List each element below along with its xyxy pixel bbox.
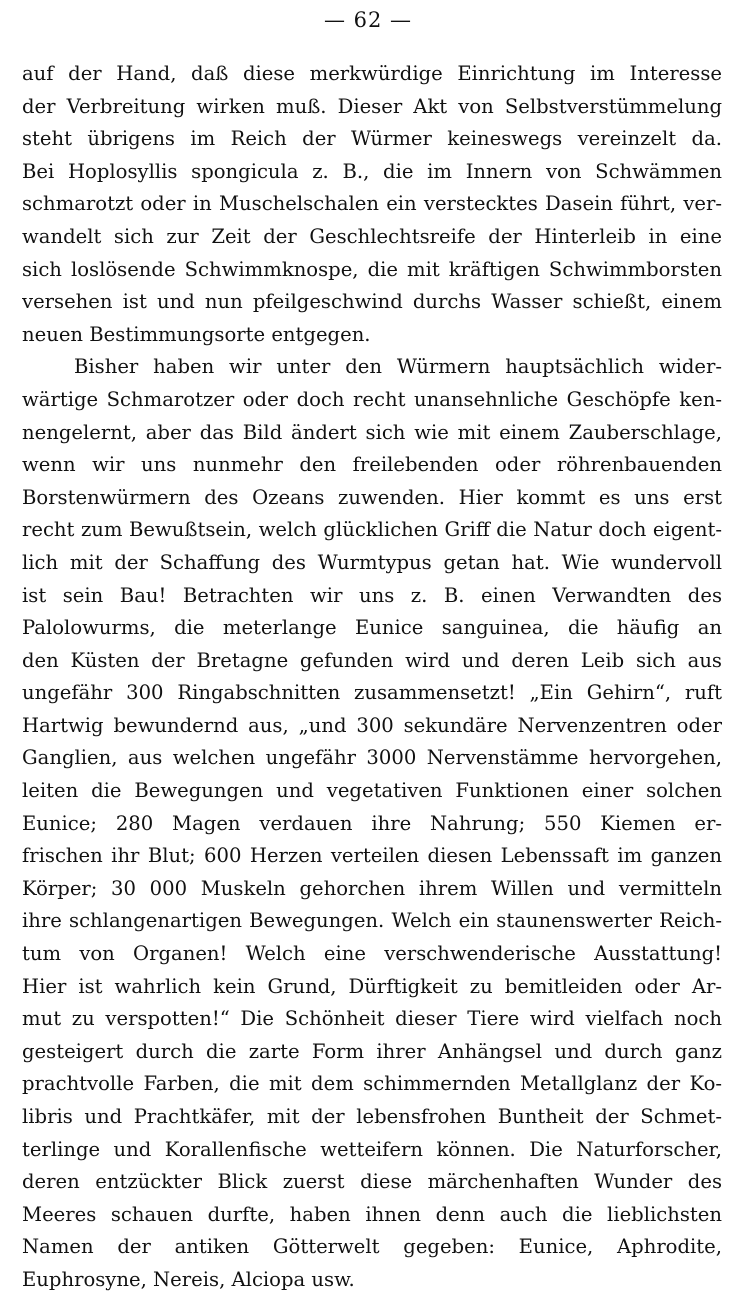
text-line: Hartwig bewundernd aus, „und 300 sekundäre Nervenzentren oder [22,713,722,737]
text-line: Namen der antiken Götterwelt gegeben: Eunice, Aphrodite, [22,1235,722,1259]
text-line: den Küsten der Bretagne gefunden wird und deren Leib sich aus [22,648,722,672]
text-line: Borstenwürmern des Ozeans zuwenden. Hier kommt es uns erst [22,485,722,509]
text-line: terlinge und Korallenfische wetteifern können. Die Naturforscher, [22,1137,722,1161]
page-number: — 62 — [323,8,413,32]
text-line: wenn wir uns nunmehr den freilebenden oder röhrenbauenden [22,453,722,477]
text-line: Meeres schauen durfte, haben ihnen denn auch die lieblichsten [22,1202,722,1226]
text-line: neuen Bestimmungsorte entgegen. [22,322,371,346]
text-line: recht zum Bewußtsein, welch glücklichen Griff die Natur doch eigent- [22,518,722,542]
text-line: nengelernt, aber das Bild ändert sich wie mit einem Zauberschlage, [22,420,722,444]
text-line: Hier ist wahrlich kein Grund, Dürftigkeit zu bemitleiden oder Ar- [22,974,722,998]
text-line: Palolowurms, die meterlange Eunice sanguinea, die häufig an [22,616,722,640]
text-line: steht übrigens im Reich der Würmer keineswegs vereinzelt da. [22,127,722,151]
text-line: leiten die Bewegungen und vegetativen Funktionen einer solchen [22,779,722,803]
text-line: Bei Hoplosyllis spongicula z. B., die im Innern von Schwämmen [22,159,722,183]
text-line: der Verbreitung wirken muß. Dieser Akt von Selbstverstümmelung [22,94,722,118]
text-line: mut zu verspotten!“ Die Schönheit dieser Tiere wird vielfach noch [22,1007,722,1031]
text-line: prachtvolle Farben, die mit dem schimmernden Metallglanz der Ko- [22,1072,722,1096]
text-line: Bisher haben wir unter den Würmern hauptsächlich wider- [74,355,722,379]
text-line: wärtige Schmarotzer oder doch recht unansehnliche Geschöpfe ken- [22,387,722,411]
text-line: ungefähr 300 Ringabschnitten zusammensetzt! „Ein Gehirn“, ruft [22,681,722,705]
text-line: Eunice; 280 Magen verdauen ihre Nahrung; 550 Kiemen er- [22,811,722,835]
body-text [22,58,722,1297]
text-line: ist sein Bau! Betrachten wir uns z. B. einen Verwandten des [22,583,722,607]
text-line: versehen ist und nun pfeilgeschwind durchs Wasser schießt, einem [22,290,722,314]
text-line: auf der Hand, daß diese merkwürdige Einrichtung im Interesse [22,62,722,85]
text-line: Ganglien, aus welchen ungefähr 3000 Nervenstämme hervorgehen, [22,746,722,770]
text-line: lich mit der Schaffung des Wurmtypus getan hat. Wie wundervoll [22,550,722,574]
text-line: ihre schlangenartigen Bewegungen. Welch ein staunenswerter Reich- [22,909,722,933]
text-line: tum von Organen! Welch eine verschwenderische Ausstattung! [22,942,722,966]
text-line: Euphrosyne, Nereis, Alciopa usw. [22,1267,355,1291]
text-line: gesteigert durch die zarte Form ihrer Anhängsel und durch ganz [22,1039,722,1063]
text-line: libris und Prachtkäfer, mit der lebensfrohen Buntheit der Schmet- [22,1105,722,1128]
text-line: sich loslösende Schwimmknospe, die mit kräftigen Schwimmborsten [22,257,722,281]
text-line: schmarotzt oder in Muschelschalen ein verstecktes Dasein führt, ver- [22,192,722,216]
text-line: Körper; 30 000 Muskeln gehorchen ihrem Willen und vermitteln [22,876,722,900]
text-line: deren entzückter Blick zuerst diese märchenhaften Wunder des [22,1170,722,1194]
text-line: wandelt sich zur Zeit der Geschlechtsreife der Hinterleib in eine [22,224,722,248]
text-line: frischen ihr Blut; 600 Herzen verteilen diesen Lebenssaft im ganzen [22,844,722,868]
